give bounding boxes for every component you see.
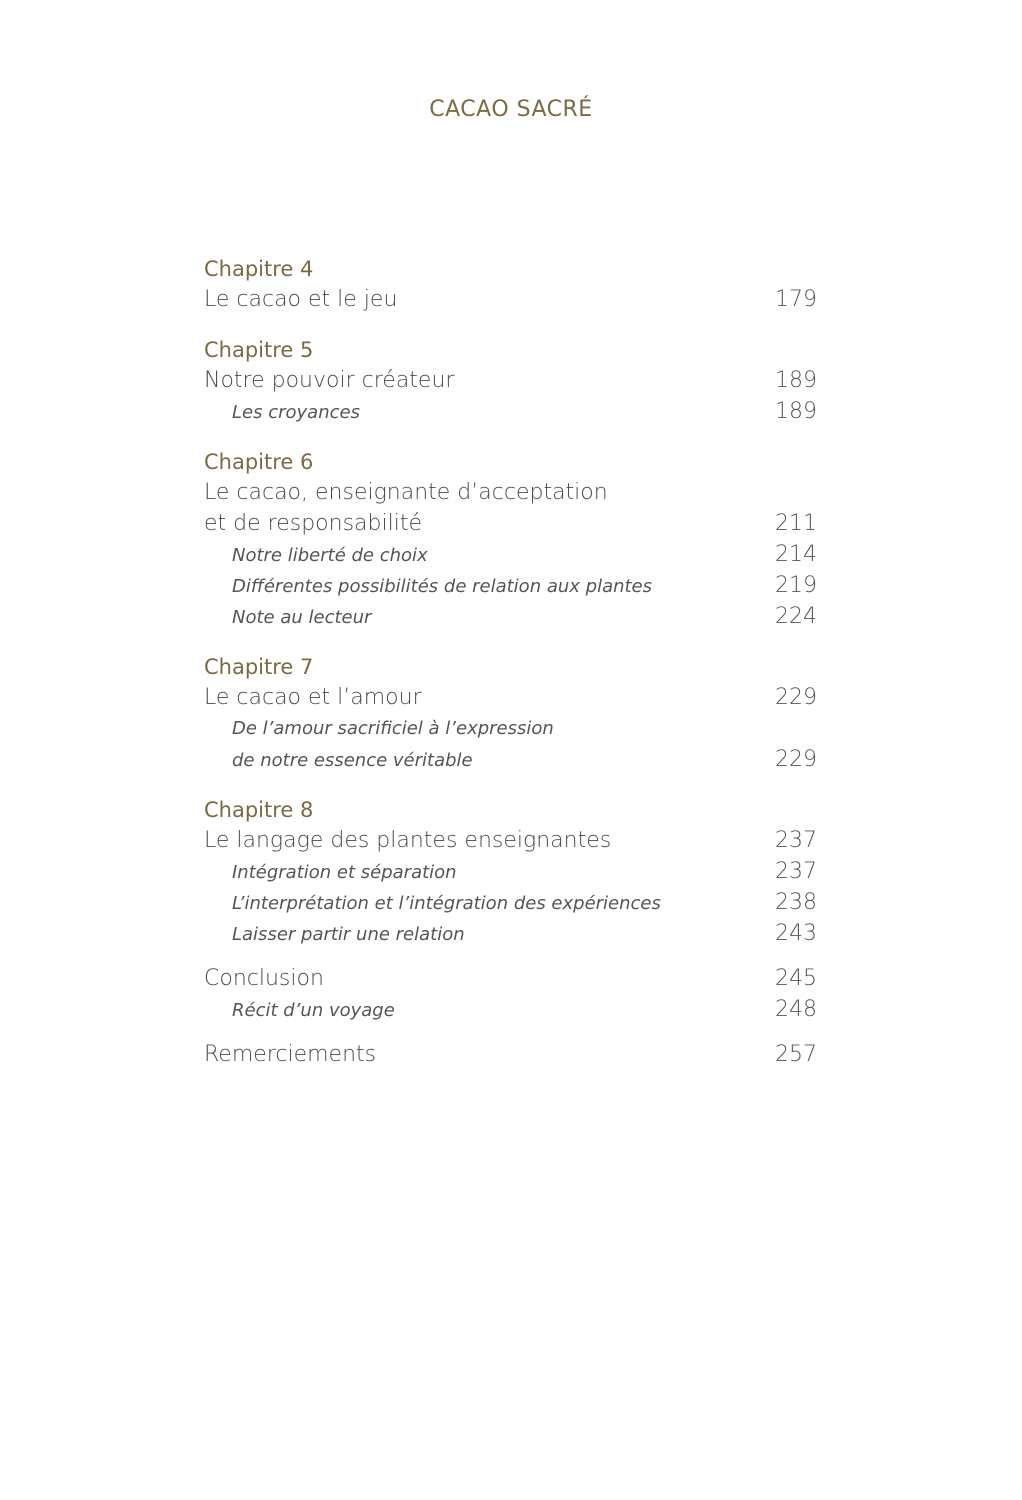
table-of-contents: [204, 254, 817, 1070]
entry-title: Conclusion: [204, 966, 324, 991]
toc-subentry[interactable]: [204, 396, 817, 427]
entry-title-line-1: Le cacao, enseignante d’acceptation: [204, 480, 608, 505]
subentry-title: Les croyances: [232, 402, 360, 423]
entry-title-line-2: et de responsabilité: [204, 511, 422, 536]
entry-page: 179: [775, 287, 817, 312]
subentry-title-line-1: De l’amour sacrificiel à l’expression: [232, 718, 554, 739]
chapter-4-label: Chapitre 4: [204, 257, 314, 281]
toc-subentry[interactable]: [204, 601, 817, 632]
subentry-title: Récit d’un voyage: [232, 1000, 395, 1021]
entry-title: Le langage des plantes enseignantes: [204, 828, 612, 853]
subentry-title: Différentes possibilités de relation aux plantes: [232, 576, 653, 597]
toc-entry[interactable]: [204, 1039, 817, 1070]
toc-subentry[interactable]: [204, 994, 817, 1025]
subentry-title: L’interprétation et l’intégration des expériences: [232, 893, 661, 914]
entry-page: 237: [775, 828, 817, 853]
entry-page: 229: [775, 685, 817, 710]
subentry-title: Laisser partir une relation: [232, 924, 465, 945]
chapter-5-label: Chapitre 5: [204, 338, 314, 362]
entry-page: 211: [775, 511, 817, 536]
toc-subentry[interactable]: [204, 887, 817, 918]
subentry-page: 238: [775, 890, 817, 915]
toc-entry[interactable]: [204, 682, 817, 713]
subentry-page: 229: [775, 747, 817, 772]
running-head: CACAO SACRÉ: [429, 97, 593, 122]
toc-entry[interactable]: [204, 508, 817, 539]
subentry-title-line-2: de notre essence véritable: [232, 750, 473, 771]
entry-title: Notre pouvoir créateur: [204, 368, 455, 393]
chapter-6-label: Chapitre 6: [204, 450, 314, 474]
toc-subentry[interactable]: [204, 856, 817, 887]
entry-title: Le cacao et l’amour: [204, 685, 422, 710]
subentry-page: 243: [775, 921, 817, 946]
subentry-page: 214: [775, 542, 817, 567]
entry-title: Remerciements: [204, 1042, 377, 1067]
chapter-7-label: Chapitre 7: [204, 655, 314, 679]
subentry-page: 237: [775, 859, 817, 884]
subentry-page: 224: [775, 604, 817, 629]
toc-entry-line[interactable]: [204, 477, 817, 508]
entry-page: 245: [775, 966, 817, 991]
subentry-page: 189: [775, 399, 817, 424]
toc-entry[interactable]: [204, 284, 817, 315]
subentry-page: 219: [775, 573, 817, 598]
subentry-title: Intégration et séparation: [232, 862, 457, 883]
subentry-page: 248: [775, 997, 817, 1022]
toc-entry[interactable]: [204, 963, 817, 994]
toc-subentry[interactable]: [204, 570, 817, 601]
toc-subentry[interactable]: [204, 744, 817, 775]
toc-entry[interactable]: [204, 365, 817, 396]
entry-title: Le cacao et le jeu: [204, 287, 398, 312]
toc-subentry[interactable]: [204, 918, 817, 949]
subentry-title: Notre liberté de choix: [232, 545, 428, 566]
entry-page: 257: [775, 1042, 817, 1067]
toc-entry[interactable]: [204, 825, 817, 856]
toc-subentry[interactable]: [204, 539, 817, 570]
chapter-8-label: Chapitre 8: [204, 798, 314, 822]
entry-page: 189: [775, 368, 817, 393]
subentry-title: Note au lecteur: [232, 607, 372, 628]
toc-subentry-line[interactable]: [204, 713, 817, 744]
